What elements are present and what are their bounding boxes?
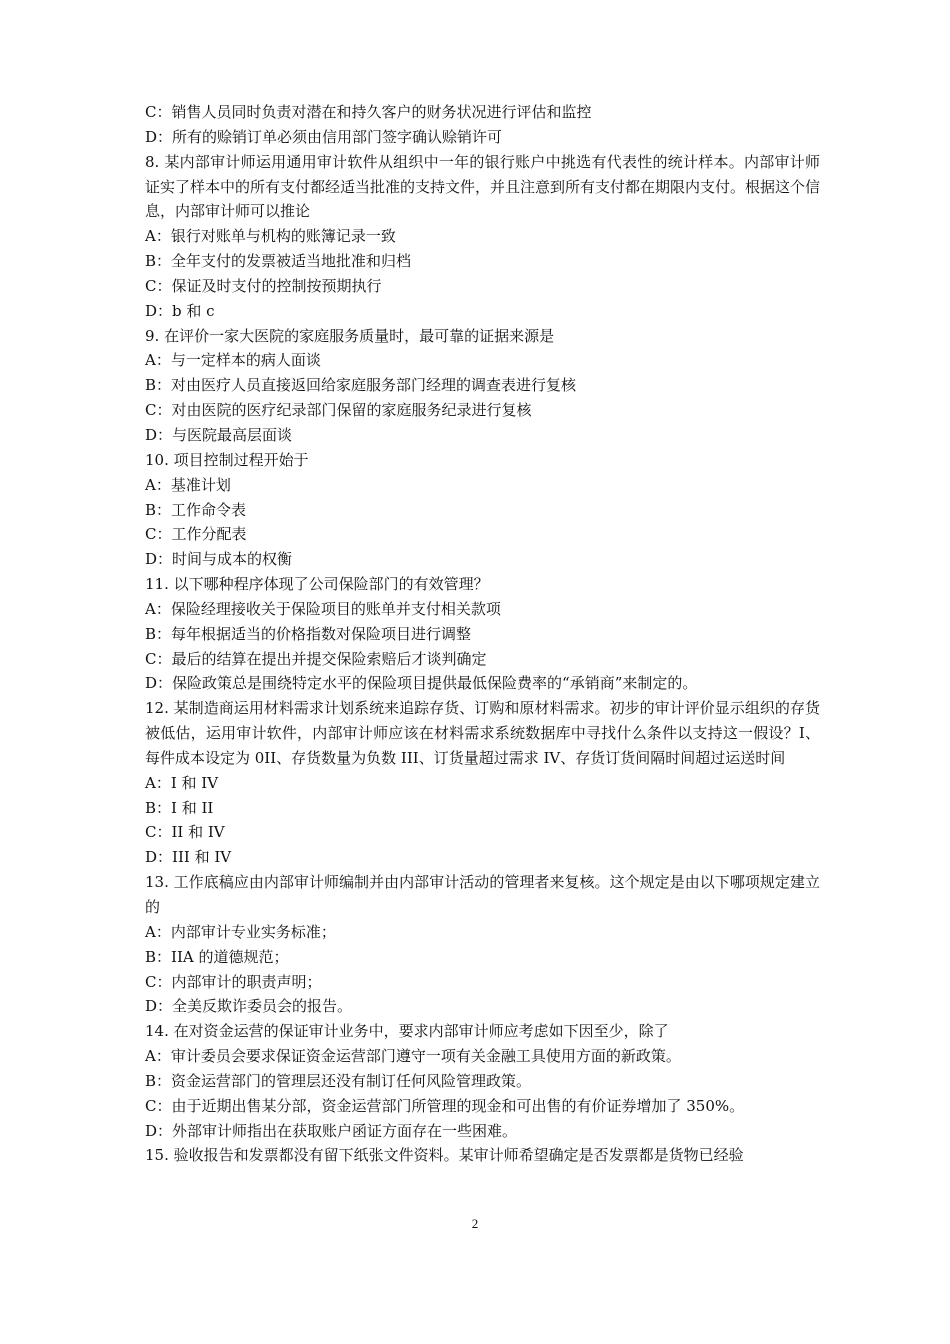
q8-option-a: A：银行对账单与机构的账簿记录一致	[145, 227, 396, 246]
q8-option-b: B：全年支付的发票被适当地批准和归档	[145, 252, 412, 271]
q10-option-c: C：工作分配表	[145, 525, 247, 544]
q11-option-c: C：最后的结算在提出并提交保险索赔后才谈判确定	[145, 649, 487, 668]
q9-option-c: C：对由医院的医疗纪录部门保留的家庭服务纪录进行复核	[145, 401, 532, 420]
q13-option-c: C：内部审计的职责声明；	[145, 972, 322, 991]
q10-option-d: D：时间与成本的权衡	[145, 550, 293, 569]
option-c-text: C：销售人员同时负责对潜在和持久客户的财务状况进行评估和监控	[145, 103, 592, 121]
question-10: 10. 项目控制过程开始于	[145, 450, 309, 469]
q14-option-d: D：外部审计师指出在获取账户函证方面存在一些困难。	[145, 1121, 518, 1140]
page-body	[145, 100, 820, 1168]
question-15: 15. 验收报告和发票都没有留下纸张文件资料。某审计师希望确定是否发票都是货物已经验	[145, 1146, 744, 1165]
question-13: 13. 工作底稿应由内部审计师编制并由内部审计活动的管理者来复核。这个规定是由以下哪项规定建立的	[145, 873, 820, 916]
question-9: 9. 在评价一家大医院的家庭服务质量时，最可靠的证据来源是	[145, 326, 555, 345]
q11-option-d: D：保险政策总是围绕特定水平的保险项目提供最低保险费率的“承销商”来制定的。	[145, 674, 698, 693]
q14-option-a: A：审计委员会要求保证资金运营部门遵守一项有关金融工具使用方面的新政策。	[145, 1047, 681, 1066]
q8-option-d: D：b 和 c	[145, 301, 215, 320]
q8-option-c: C：保证及时支付的控制按预期执行	[145, 276, 382, 295]
question-14: 14. 在对资金运营的保证审计业务中，要求内部审计师应考虑如下因至少，除了	[145, 1022, 669, 1041]
option-d-text: D：所有的赊销订单必须由信用部门签字确认赊销许可	[145, 127, 503, 146]
page-number: 2	[471, 1216, 479, 1231]
q14-option-c: C：由于近期出售某分部，资金运营部门所管理的现金和可出售的有价证券增加了 350%。	[145, 1096, 745, 1115]
question-11: 11. 以下哪种程序体现了公司保险部门的有效管理？	[145, 575, 489, 594]
q9-option-a: A：与一定样本的病人面谈	[145, 351, 321, 370]
q14-option-b: B：资金运营部门的管理层还没有制订任何风险管理政策。	[145, 1071, 532, 1090]
q12-option-b: B：I 和 II	[145, 798, 214, 817]
q10-option-b: B：工作命令表	[145, 500, 247, 519]
q13-option-a: A：内部审计专业实务标准；	[145, 922, 336, 941]
q10-option-a: A：基准计划	[145, 475, 231, 494]
q13-option-d: D：全美反欺诈委员会的报告。	[145, 997, 353, 1016]
q12-option-a: A：I 和 IV	[145, 773, 219, 792]
q12-option-d: D：III 和 IV	[145, 848, 232, 867]
q13-option-b: B：IIA 的道德规范；	[145, 947, 289, 966]
q11-option-b: B：每年根据适当的价格指数对保险项目进行调整	[145, 624, 472, 643]
q9-option-d: D：与医院最高层面谈	[145, 425, 293, 444]
q11-option-a: A：保险经理接收关于保险项目的账单并支付相关款项	[145, 599, 501, 618]
q9-option-b: B：对由医疗人员直接返回给家庭服务部门经理的调查表进行复核	[145, 376, 577, 395]
question-12: 12. 某制造商运用材料需求计划系统来追踪存货、订购和原材料需求。初步的审计评价显示组织的存货被低估，运用审计软件，内部审计师应该在材料需求系统数据库中寻找什么条件以支持这一假设？I、每件成本设定为 0II、存货数量为负数 III、订货量超过需求 IV、存货订货间隔时间超过运送时间	[145, 699, 820, 767]
q12-option-c: C：II 和 IV	[145, 823, 225, 842]
question-8: 8. 某内部审计师运用通用审计软件从组织中一年的银行账户中挑选有代表性的统计样本。内部审计师证实了样本中的所有支付都经适当批准的支持文件，并且注意到所有支付都在期限内支付。根据这个信息，内部审计师可以推论	[145, 152, 821, 221]
